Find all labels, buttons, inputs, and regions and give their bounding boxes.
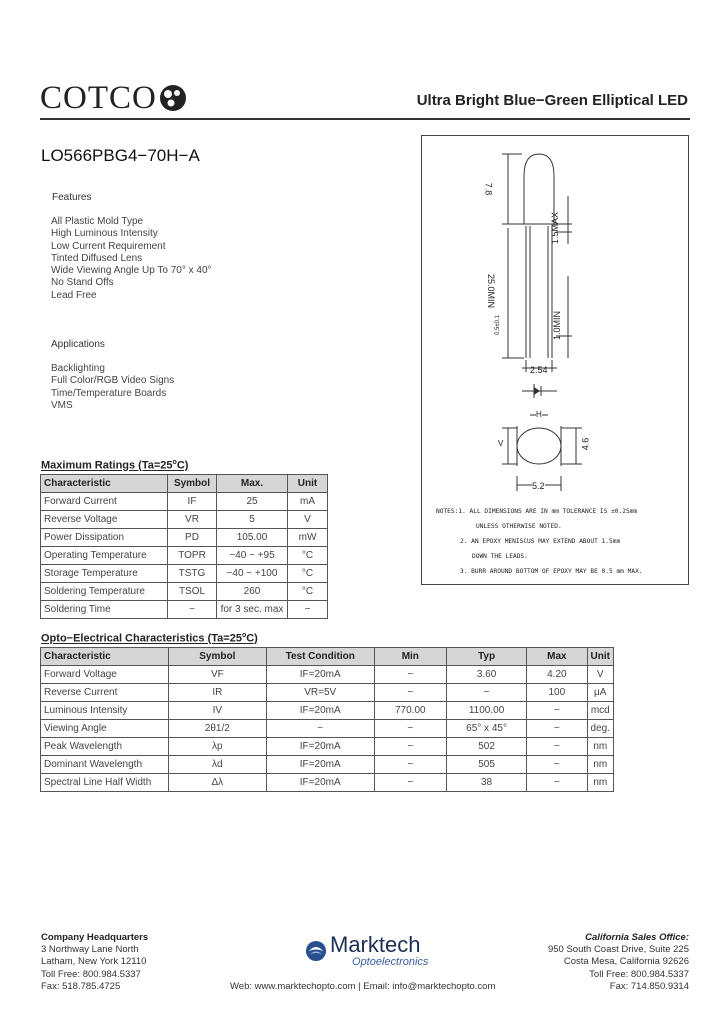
col-header: Typ (446, 648, 526, 666)
cell: − (266, 720, 374, 738)
cell: mcd (587, 702, 613, 720)
cell: Soldering Temperature (41, 583, 168, 601)
ca-line: Costa Mesa, California 92626 (563, 956, 689, 968)
cell: Operating Temperature (41, 547, 168, 565)
table-row (41, 702, 614, 720)
cell: 770.00 (374, 702, 446, 720)
opto-title (41, 632, 258, 645)
table-row (41, 684, 614, 702)
hq-line: 3 Northway Lane North (41, 944, 139, 956)
cell: Luminous Intensity (41, 702, 169, 720)
max-ratings-title (41, 459, 188, 472)
cell: mW (288, 529, 328, 547)
cell: − (374, 720, 446, 738)
list-item: VMS (51, 399, 73, 411)
hq-address (41, 932, 148, 993)
opto-table (40, 647, 614, 792)
hq-line: Fax: 518.785.4725 (41, 980, 121, 992)
dim-v-label: V (498, 439, 504, 448)
marktech-wordmark: Marktech (330, 932, 421, 957)
cell: − (374, 774, 446, 792)
cell: IF=20mA (266, 702, 374, 720)
cell: − (168, 601, 217, 619)
cell: mA (288, 493, 328, 511)
dimension-drawing (421, 135, 689, 585)
cell: PD (168, 529, 217, 547)
cotco-emblem-icon (158, 83, 188, 113)
ca-line: Toll Free: 800.984.5337 (589, 968, 689, 980)
dim-pitch: 2.54 (530, 365, 548, 375)
col-header: Test Condition (266, 648, 374, 666)
col-header: Min (374, 648, 446, 666)
table-row (41, 511, 328, 529)
logo-wordmark: COTCO (40, 79, 157, 116)
cell: − (374, 684, 446, 702)
cell: Peak Wavelength (41, 738, 169, 756)
marktech-subtitle: Optoelectronics (352, 956, 429, 968)
cell: Storage Temperature (41, 565, 168, 583)
note-line: 3. BURR AROUND BOTTOM OF EPOXY MAY BE 0.5 mm MAX. (460, 568, 643, 575)
cell: − (446, 684, 526, 702)
cell: IF (168, 493, 217, 511)
list-item: Wide Viewing Angle Up To 70° x 40° (51, 265, 212, 277)
table-row (41, 756, 614, 774)
dim-minor-width: H (536, 410, 542, 419)
cell: − (374, 738, 446, 756)
cell: for 3 sec. max (217, 601, 288, 619)
cell: VR (168, 511, 217, 529)
cell: Forward Current (41, 493, 168, 511)
cell: deg. (587, 720, 613, 738)
table-row (41, 774, 614, 792)
col-header: Symbol (168, 648, 266, 666)
features-list (51, 216, 212, 302)
cell: Soldering Time (41, 601, 168, 619)
cell: Viewing Angle (41, 720, 169, 738)
cell: °C (288, 547, 328, 565)
cell: λd (168, 756, 266, 774)
cell: − (527, 738, 587, 756)
cell: 2θ1/2 (168, 720, 266, 738)
cell: Δλ (168, 774, 266, 792)
list-item: Lead Free (51, 289, 97, 301)
note-line: 2. AN EPOXY MENISCUS MAY EXTEND ABOUT 1.5mm (460, 538, 621, 545)
cell: VF (168, 666, 266, 684)
col-header: Characteristic (41, 475, 168, 493)
ca-address (548, 932, 689, 993)
list-item: All Plastic Mold Type (51, 216, 144, 227)
table-row (41, 529, 328, 547)
cell: 4.20 (527, 666, 587, 684)
max-ratings-title-end: C) (176, 459, 189, 472)
cell: Dominant Wavelength (41, 756, 169, 774)
cell: IV (168, 702, 266, 720)
table-row (41, 547, 328, 565)
hq-line: Toll Free: 800.984.5337 (41, 968, 141, 980)
cell: −40 ~ +100 (217, 565, 288, 583)
cell: TOPR (168, 547, 217, 565)
cell: V (288, 511, 328, 529)
cell: Reverse Voltage (41, 511, 168, 529)
dim-depth: 4.6 (580, 437, 591, 451)
cell: IF=20mA (266, 738, 374, 756)
opto-title-text: Opto−Electrical Characteristics (Ta=25 (41, 632, 242, 645)
dim-standoff: 1.0MIN (552, 310, 562, 340)
marktech-logo (305, 934, 428, 968)
cell: 65° x 45° (446, 720, 526, 738)
cell: − (527, 702, 587, 720)
col-header: Unit (587, 648, 613, 666)
list-item: Full Color/RGB Video Signs (51, 375, 175, 387)
cell: − (527, 756, 587, 774)
cell: 3.60 (446, 666, 526, 684)
ca-line: Fax: 714.850.9314 (609, 980, 689, 992)
cell: 100 (527, 684, 587, 702)
note-line: NOTES:1. ALL DIMENSIONS ARE IN mm TOLERANCE IS ±0.25mm (436, 508, 638, 515)
dim-lead-length: 25.0MIN (486, 273, 497, 309)
cell: μA (587, 684, 613, 702)
dim-lead-width: 0.5±0.1 (494, 315, 501, 335)
cell: 1100.00 (446, 702, 526, 720)
cell: TSTG (168, 565, 217, 583)
cell: nm (587, 774, 613, 792)
col-header: Unit (288, 475, 328, 493)
drawing-notes (436, 504, 643, 579)
cell: − (288, 601, 328, 619)
table-row (41, 583, 328, 601)
table-row (41, 493, 328, 511)
list-item: Tinted Diffused Lens (51, 252, 143, 264)
opto-title-end: C) (246, 632, 258, 645)
cotco-logo (40, 78, 188, 118)
cell: 505 (446, 756, 526, 774)
cell: 260 (217, 583, 288, 601)
web-email-line[interactable]: Web: www.marktechopto.com | Email: info@marktechopto.com (230, 981, 496, 992)
cell: IR (168, 684, 266, 702)
cell: λp (168, 738, 266, 756)
ca-heading: California Sales Office: (585, 932, 689, 943)
list-item: No Stand Offs (51, 277, 114, 289)
cell: °C (288, 565, 328, 583)
cell: nm (587, 756, 613, 774)
table-row (41, 601, 328, 619)
list-item: Backlighting (51, 363, 105, 374)
max-ratings-title-text: Maximum Ratings (Ta=25 (41, 459, 173, 472)
cell: − (527, 720, 587, 738)
dim-lead-protrusion: 1.5MAX (550, 211, 560, 244)
col-header: Max (527, 648, 587, 666)
cell: IF=20mA (266, 774, 374, 792)
cell: Forward Voltage (41, 666, 169, 684)
part-number: LO566PBG4−70H−A (41, 146, 200, 165)
note-line: UNLESS OTHERWISE NOTED. (476, 523, 562, 530)
ca-line: 950 South Coast Drive, Suite 225 (547, 944, 689, 956)
hq-line: Latham, New York 12110 (41, 956, 147, 968)
cell: − (374, 666, 446, 684)
note-line: DOWN THE LEADS. (472, 553, 528, 560)
list-item: Time/Temperature Boards (51, 387, 167, 399)
max-ratings-table (40, 474, 328, 619)
cell: Reverse Current (41, 684, 169, 702)
cell: 502 (446, 738, 526, 756)
cell: Spectral Line Half Width (41, 774, 169, 792)
cell: 38 (446, 774, 526, 792)
col-header: Characteristic (41, 648, 169, 666)
table-header-row (41, 475, 328, 493)
col-header: Max. (217, 475, 288, 493)
table-row (41, 666, 614, 684)
hq-heading: Company Headquarters (41, 932, 149, 943)
table-row (41, 720, 614, 738)
features-heading: Features (52, 192, 92, 203)
cell: IF=20mA (266, 756, 374, 774)
cell: IF=20mA (266, 666, 374, 684)
col-header: Symbol (168, 475, 217, 493)
table-row (41, 738, 614, 756)
cell: 25 (217, 493, 288, 511)
cell: °C (288, 583, 328, 601)
cell: − (527, 774, 587, 792)
cell: 105.00 (217, 529, 288, 547)
marktech-swirl-icon (305, 940, 327, 962)
applications-heading: Applications (51, 339, 105, 350)
cell: V (587, 666, 613, 684)
page-title: Ultra Bright Blue−Green Elliptical LED (416, 92, 688, 109)
cell: −40 ~ +95 (217, 547, 288, 565)
cell: TSOL (168, 583, 217, 601)
dim-height: 7.8 (483, 182, 494, 196)
cell: VR=5V (266, 684, 374, 702)
table-header-row (41, 648, 614, 666)
applications-list (51, 363, 174, 412)
degree-sup: o (172, 459, 177, 466)
cell: nm (587, 738, 613, 756)
degree-sup: o (241, 632, 247, 639)
header-divider (40, 118, 690, 120)
cell: Power Dissipation (41, 529, 168, 547)
cell: − (374, 756, 446, 774)
table-row (41, 565, 328, 583)
list-item: Low Current Requirement (51, 240, 166, 252)
cell: 5 (217, 511, 288, 529)
list-item: High Luminous Intensity (51, 228, 158, 240)
dim-major-width: 5.2 (532, 481, 545, 491)
